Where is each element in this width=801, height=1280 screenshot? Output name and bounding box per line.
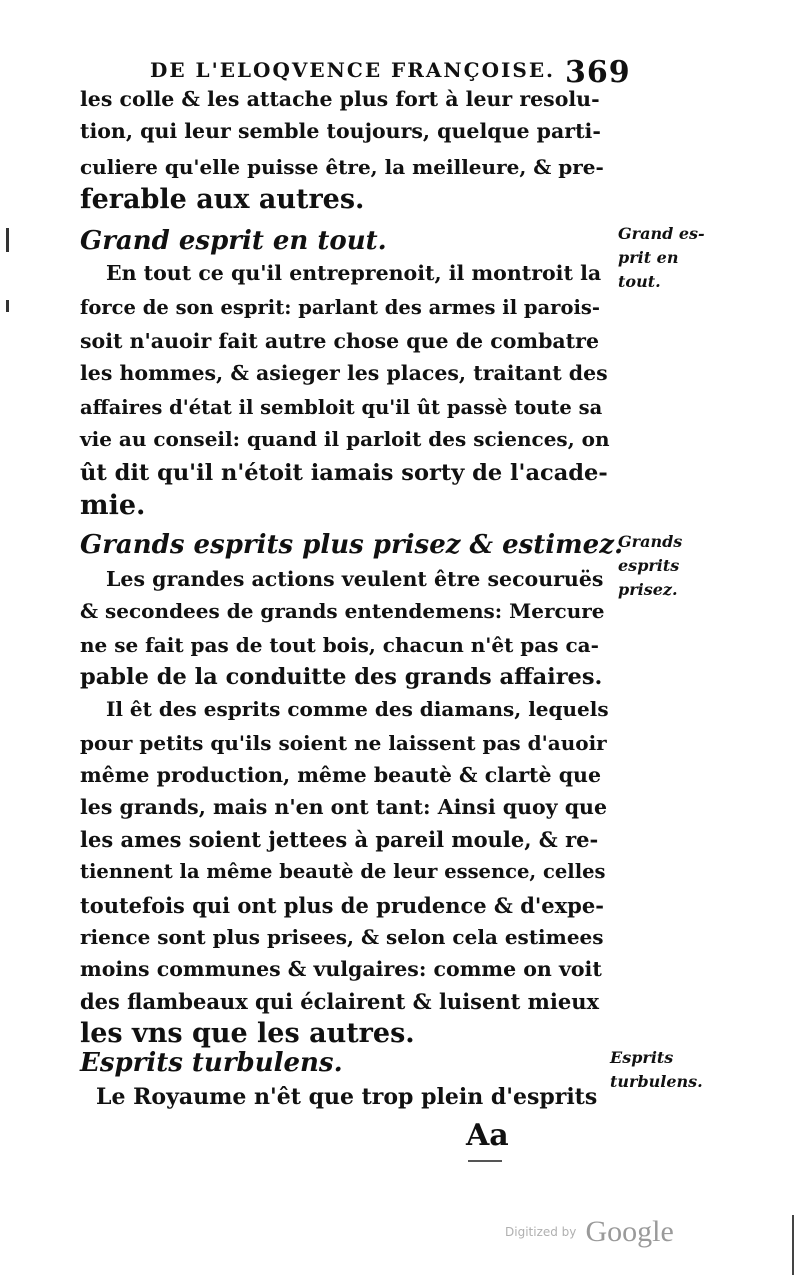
text-line: Les grandes actions veulent être secouruës: [106, 567, 604, 591]
margin-note-line: prit en: [618, 248, 679, 267]
text-line: soit n'auoir fait autre chose que de combatre: [80, 329, 599, 353]
text-line: les ames soient jettees à pareil moule, & re-: [80, 827, 599, 852]
text-line: Il êt des esprits comme des diamans, lequels: [106, 697, 609, 721]
google-logo: Google: [585, 1215, 674, 1248]
text-line: En tout ce qu'il entreprenoit, il montroit la: [106, 261, 602, 285]
signature-underline: [468, 1160, 502, 1162]
left-edge-mark: [6, 300, 9, 312]
signature-mark: Aa: [466, 1118, 509, 1153]
running-title: DE L'ELOQVENCE FRANÇOISE.: [150, 58, 556, 82]
margin-note: [618, 530, 718, 602]
margin-note-line: Grands: [618, 532, 683, 551]
text-line: tion, qui leur semble toujours, quelque parti-: [80, 119, 601, 143]
text-line: les colle & les attache plus fort à leur resolu-: [80, 87, 600, 111]
text-line: les vns que les autres.: [80, 1018, 415, 1049]
text-line: mie.: [80, 490, 146, 521]
left-edge-mark: [6, 228, 9, 252]
text-line: force de son esprit: parlant des armes il parois-: [80, 296, 600, 319]
text-line: moins communes & vulgaires: comme on voit: [80, 957, 602, 981]
page-number: 369: [565, 55, 631, 90]
text-line: rience sont plus prisees, & selon cela estimees: [80, 925, 604, 949]
margin-note-line: turbulens.: [610, 1072, 703, 1091]
margin-note-line: tout.: [618, 272, 661, 291]
text-line: même production, même beautè & clartè que: [80, 763, 601, 787]
text-line: les grands, mais n'en ont tant: Ainsi quoy que: [80, 795, 608, 819]
digitized-watermark: [505, 1215, 674, 1249]
text-line: les hommes, & asieger les places, traitant des: [80, 361, 608, 385]
section-heading: Esprits turbulens.: [80, 1048, 343, 1078]
text-line: affaires d'état il sembloit qu'il ût passè toute sa: [80, 396, 603, 419]
margin-note-line: prisez.: [618, 580, 678, 599]
text-line: tiennent la même beautè de leur essence, celles: [80, 860, 606, 883]
section-heading: Grand esprit en tout.: [80, 226, 387, 256]
text-line: ferable aux autres.: [80, 184, 365, 215]
text-line: culiere qu'elle puisse être, la meilleure, & pre-: [80, 155, 604, 179]
text-line: vie au conseil: quand il parloit des sciences, on: [80, 427, 610, 451]
margin-note-line: esprits: [618, 556, 680, 575]
text-line: ût dit qu'il n'étoit iamais sorty de l'acade-: [80, 460, 608, 486]
text-line: & secondees de grands entendemens: Mercure: [80, 599, 605, 623]
margin-note-line: Esprits: [610, 1048, 674, 1067]
right-edge-mark: [792, 1215, 794, 1275]
text-line: toutefois qui ont plus de prudence & d'expe-: [80, 893, 604, 918]
watermark-prefix: Digitized by: [505, 1225, 577, 1239]
text-line: Le Royaume n'êt que trop plein d'esprits: [96, 1084, 598, 1110]
text-line: pour petits qu'ils soient ne laissent pas d'auoir: [80, 731, 607, 755]
text-line: pable de la conduitte des grands affaires.: [80, 664, 603, 690]
margin-note: [618, 222, 718, 294]
text-line: ne se fait pas de tout bois, chacun n'êt pas ca-: [80, 633, 599, 657]
section-heading: Grands esprits plus prisez & estimez.: [80, 530, 624, 560]
margin-note-line: Grand es-: [618, 224, 705, 243]
margin-note: [610, 1046, 710, 1094]
text-line: des flambeaux qui éclairent & luisent mieux: [80, 989, 599, 1014]
